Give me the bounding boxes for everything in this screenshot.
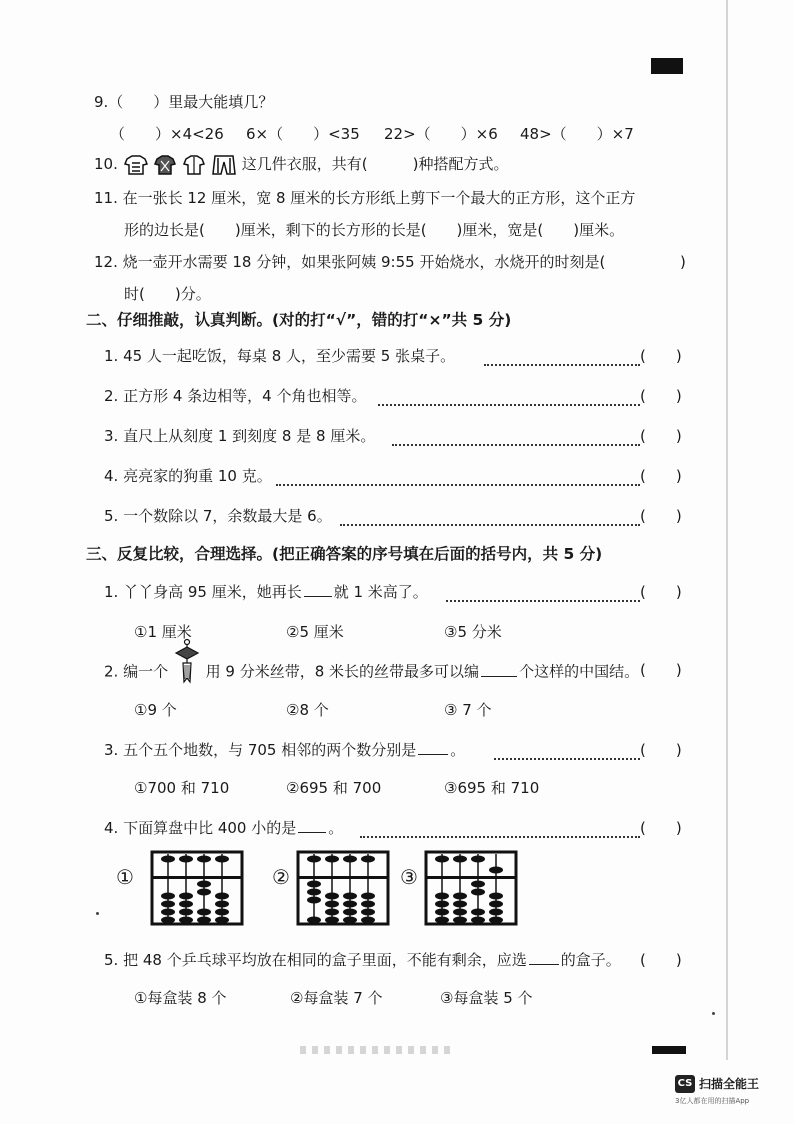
choice-q3-option-2: ②695 和 700 [286,779,382,797]
judge-item-4: 4. 亮亮家的狗重 10 克。 [104,467,272,485]
q12-line-1: 12. 烧一壶开水需要 18 分钟，如果张阿姨 9:55 开始烧水，水烧开的时刻是( [94,253,606,271]
judge-item-5: 5. 一个数除以 7，余数最大是 6。 [104,507,332,525]
choice-q2-option-1: ①9 个 [134,701,177,719]
abacus-label-1: ① [116,865,134,889]
camscanner-logo-icon: CS [675,1075,695,1093]
abacus-2 [296,850,390,926]
abacus-3 [424,850,518,926]
judge-answer-3: ( ) [640,427,682,445]
judge-item-1: 1. 45 人一起吃饭，每桌 8 人，至少需要 5 张桌子。 [104,347,456,365]
abacus-1 [150,850,244,926]
choice-dots-1 [446,580,640,602]
q12-line-2: 时( )分。 [124,285,211,303]
q11-line-2: 形的边长是( )厘米，剩下的长方形的长是( )厘米，宽是( )厘米。 [124,221,625,239]
choice-dots-4 [360,816,640,838]
choice-q3-blank [418,740,448,755]
choice-q1-option-1: ①1 厘米 [134,623,192,641]
speck [712,1012,715,1015]
judge-dots-5 [340,504,640,526]
choice-q5-option-1: ①每盒装 8 个 [134,989,227,1007]
choice-q2-blank [481,662,517,677]
judge-dots-3 [392,424,640,446]
q11-line-1: 11. 在一张长 12 厘米，宽 8 厘米的长方形纸上剪下一个最大的正方形，这个正方 [94,189,636,207]
judge-answer-5: ( ) [640,507,682,525]
choice-q1-stem-b: 就 1 米高了。 [333,583,428,601]
shirt-icon-3 [182,155,206,175]
choice-q2-stem-c: 个这样的中国结。 [519,662,640,681]
watermark-title: 扫描全能王 [699,1077,760,1091]
judge-item-2: 2. 正方形 4 条边相等，4 个角也相等。 [104,387,367,405]
choice-q4-stem [104,818,343,838]
choice-q2-option-2: ②8 个 [286,701,329,719]
choice-q5-option-2: ②每盒装 7 个 [290,989,383,1007]
choice-answer-3: ( ) [640,741,682,759]
choice-q3-stem-a: 3. 五个五个地数，与 705 相邻的两个数分别是 [104,741,417,759]
judge-item-3: 3. 直尺上从刻度 1 到刻度 8 是 8 厘米。 [104,427,376,445]
choice-q2-stem-a: 2. 编一个 [104,662,169,681]
shirt-icon-2 [153,155,177,175]
q9-title: 9.（ ）里最大能填几？ [94,93,274,111]
choice-q2-stem [104,660,639,684]
corner-mark-bottom [652,1046,686,1054]
abacus-label-2: ② [272,865,290,889]
judge-dots-4 [276,464,640,486]
corner-mark-top [651,58,683,74]
speck [96,912,99,915]
choice-q3-stem-b: 。 [450,741,466,759]
judge-dots-2 [378,384,640,406]
q9-item-1: （ ）×4<26 [110,125,224,143]
choice-q2-option-3: ③ 7 个 [444,701,492,719]
choice-q1-blank [304,582,332,597]
choice-q5-option-3: ③每盒装 5 个 [440,989,533,1007]
choice-answer-1: ( ) [640,583,682,601]
choice-answer-2: ( ) [640,661,682,679]
section-choice-title: 三、反复比较，合理选择。(把正确答案的序号填在后面的括号内，共 5 分) [86,545,603,563]
choice-q4-stem-a: 4. 下面算盘中比 400 小的是 [104,819,297,837]
choice-answer-4: ( ) [640,819,682,837]
choice-answer-5: ( ) [640,951,682,969]
abacus-label-3: ③ [400,865,418,889]
q9-item-2: 6×（ ）<35 [246,125,360,143]
page-edge [726,0,728,1060]
choice-q1-option-2: ②5 厘米 [286,623,344,641]
choice-dots-3 [494,738,640,760]
q10-line [94,154,508,175]
pants-icon [211,155,237,175]
choice-q1-option-3: ③5 分米 [444,623,502,641]
judge-answer-2: ( ) [640,387,682,405]
choice-q4-blank [298,818,326,833]
judge-answer-4: ( ) [640,467,682,485]
choice-q4-stem-b: 。 [328,819,344,837]
choice-q1-stem [104,582,428,602]
q10-text: 这几件衣服，共有( )种搭配方式。 [241,155,509,173]
shirt-icon-1 [123,155,149,175]
choice-q1-stem-a: 1. 丫丫身高 95 厘米，她再长 [104,583,302,601]
choice-q3-option-1: ①700 和 710 [134,779,230,797]
choice-q3-stem [104,740,465,760]
section-judge-title: 二、仔细推敲，认真判断。(对的打“√”，错的打“×”共 5 分) [86,311,512,329]
choice-q5-stem-a: 5. 把 48 个乒乓球平均放在相同的盒子里面，不能有剩余，应选 [104,951,527,969]
choice-q3-option-3: ③695 和 710 [444,779,540,797]
q9-item-3: 22>（ ）×6 [384,125,498,143]
watermark-subtitle: 3亿人都在用的扫描App [675,1097,750,1105]
chinese-knot-icon [173,638,201,684]
choice-q2-stem-b: 用 9 分米丝带，8 米长的丝带最多可以编 [205,662,480,681]
q10-number: 10. [94,155,118,173]
judge-answer-1: ( ) [640,347,682,365]
choice-q5-stem-b: 的盒子。 [560,951,621,969]
q9-item-4: 48>（ ）×7 [520,125,634,143]
judge-dots-1 [484,344,640,366]
choice-q5-blank [529,950,559,965]
choice-q5-stem [104,950,621,970]
q12-line-1-end: ) [680,253,686,271]
faint-footer-text [300,1046,450,1054]
